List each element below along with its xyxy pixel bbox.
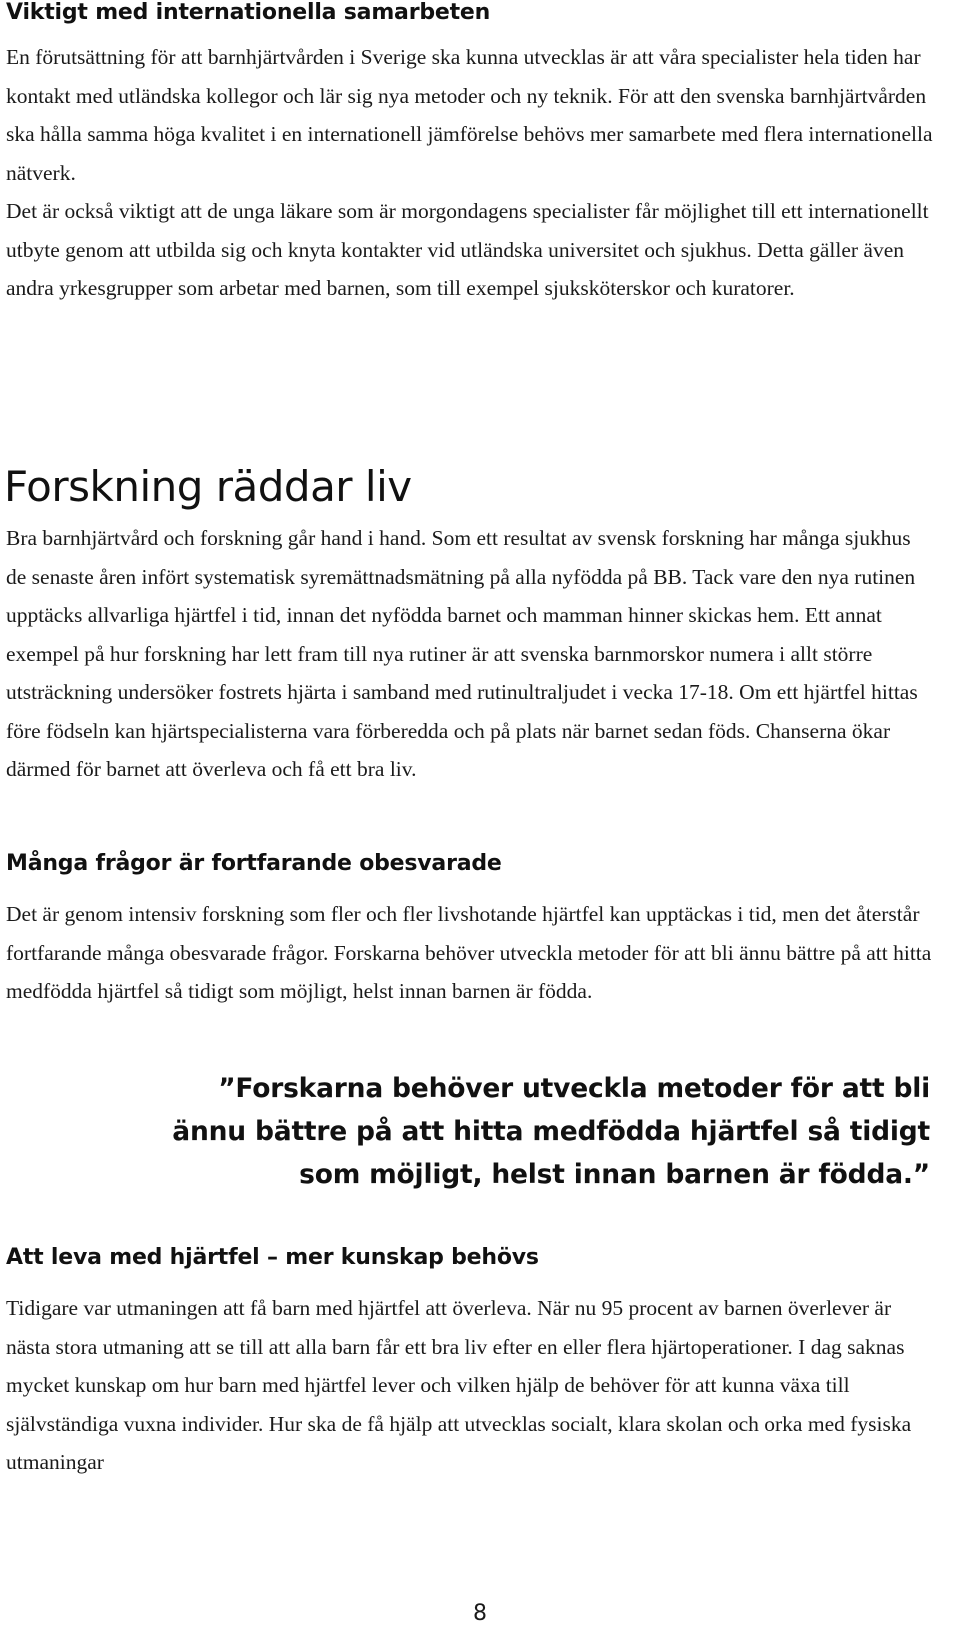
paragraph-living-with-heart-defects: Tidigare var utmaningen att få barn med hjärtfel att överleva. När nu 95 procent av barnen överlever är nästa stora utmaning att se till att alla barn får ett bra liv efter en eller flera hjärtoperationer. I dag saknas mycket kunskap om hur barn med hjärtfel lever och vilken hjälp de behöver för att kunna växa till självständiga vuxna individer. Hur ska de få hjälp att utvecklas socialt, klara skolan och orka med fysiska utmaningar [6, 1296, 912, 1474]
paragraph-unanswered-questions: Det är genom intensiv forskning som fler och fler livshotande hjärtfel kan upptäckas i tid, men det återstår fortfarande många obesvarade frågor. Forskarna behöver utveckla metoder för att bli ännu bättre på att hitta medfödda hjärtfel så tidigt som möjligt, helst innan barnen är födda. [6, 902, 932, 1003]
heading-research-saves-lives: Forskning räddar liv [4, 462, 412, 511]
paragraph-international-1: En förutsättning för att barnhjärtvården i Sverige ska kunna utvecklas är att våra specialister hela tiden har kontakt med utländska kollegor och lär sig nya metoder och ny teknik. För att den svenska barnhjärtvården ska hålla samma höga kvalitet i en internationell jämförelse behövs mer samarbete med flera internationella nätverk. [6, 45, 933, 185]
pull-quote: ”Forskarna behöver utveckla metoder för att bli ännu bättre på att hitta medfödda hjärtfel så tidigt som möjligt, helst innan barnen är födda.” [172, 1073, 930, 1190]
paragraph-research: Bra barnhjärtvård och forskning går hand i hand. Som ett resultat av svensk forskning har många sjukhus de senaste åren infört systematisk syremättnadsmätning på alla nyfödda på BB. Tack vare den nya rutinen upptäcks allvarliga hjärtfel i tid, innan det nyfödda barnet och mamman hinner skickas hem. Ett annat exempel på hur forskning har lett fram till nya rutiner är att svenska barnmorskor numera i allt större utsträckning undersöker fostrets hjärta i samband med rutinultraljudet i vecka 17-18. Om ett hjärtfel hittas före födseln kan hjärtspecialisterna vara förberedda och på plats när barnet sedan föds. Chanserna ökar därmed för barnet att överleva och få ett bra liv. [6, 526, 918, 781]
paragraph-international-2: Det är också viktigt att de unga läkare som är morgondagens specialister får möjlighet till ett internationellt utbyte genom att utbilda sig och knyta kontakter vid utländska universitet och sjukhus. Detta gäller även andra yrkesgrupper som arbetar med barnen, som till exempel sjuksköterskor och kuratorer. [6, 199, 929, 300]
heading-international-cooperation: Viktigt med internationella samarbeten [6, 0, 491, 25]
heading-unanswered-questions: Många frågor är fortfarande obesvarade [6, 851, 502, 876]
heading-living-with-heart-defects: Att leva med hjärtfel – mer kunskap behövs [6, 1245, 539, 1270]
page-number: 8 [473, 1601, 487, 1626]
